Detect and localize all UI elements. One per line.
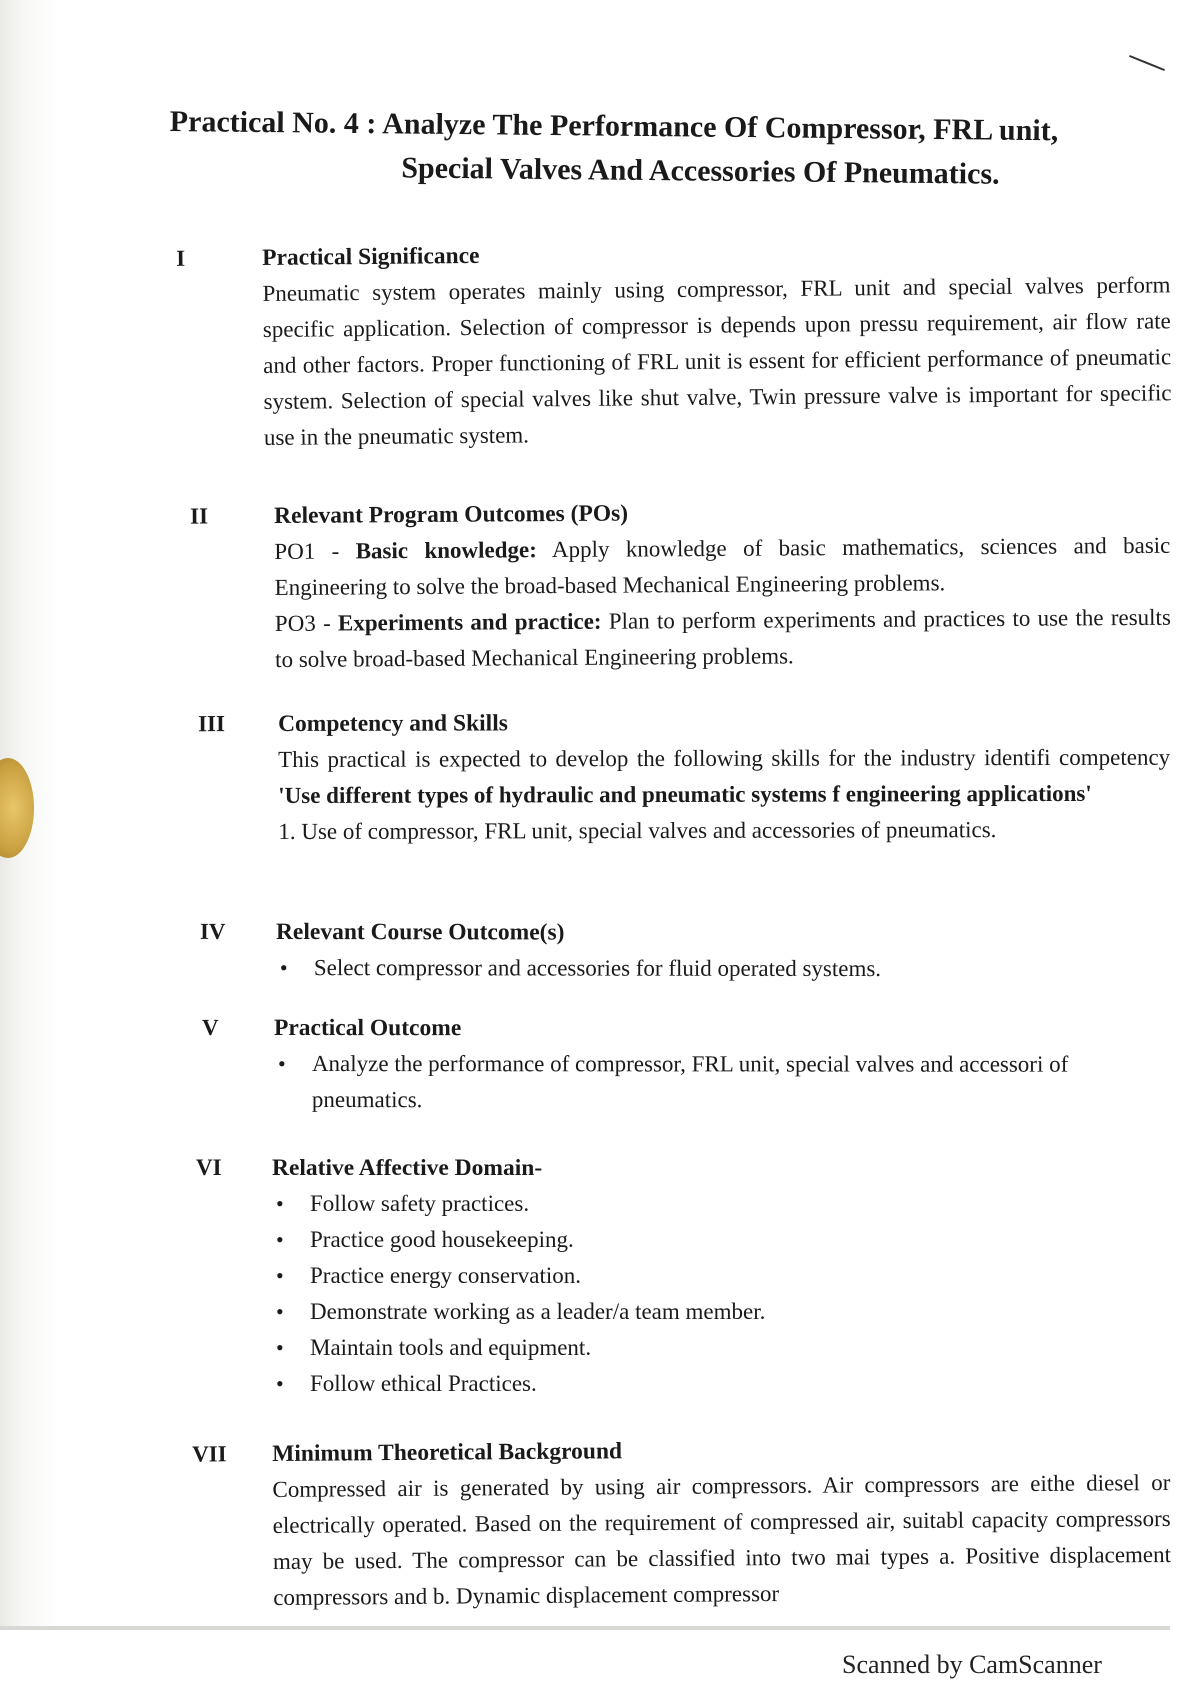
page-right-margin	[1168, 0, 1200, 1630]
list-item: • Analyze the performance of compressor, FRL unit, special valves and accessori of pneumatics.	[274, 1046, 1170, 1119]
section-paragraph: Pneumatic system operates mainly using compressor, FRL unit and special valves perform specific application. Selection of compressor is depends upon pressu requirement, air flow rate and other factors. Proper functioning of FRL unit is essent for efficient performance of pneumatic system. Selection of special valves like shut valve, Twin pressure valve is important for specific use in the pneumatic system.	[262, 272, 1172, 450]
section-number: II	[190, 503, 209, 529]
practical-outcome-list	[274, 1046, 1170, 1119]
section-number: III	[198, 711, 225, 737]
po1-label: Basic knowledge:	[355, 537, 537, 564]
section-number: V	[201, 1014, 219, 1040]
po1-code: PO1 -	[274, 538, 356, 564]
section-heading: Practical Significance	[262, 242, 480, 271]
title-line-1: Practical No. 4 : Analyze The Performance Of Compressor, FRL unit,	[169, 104, 1059, 148]
competency-text: This practical is expected to develop the following skills for the industry identifi competency	[278, 744, 1171, 772]
section-number: VII	[192, 1441, 227, 1467]
scanner-watermark: Scanned by CamScanner	[842, 1650, 1102, 1679]
section-course-outcomes	[199, 914, 1170, 988]
affective-domain-list	[272, 1186, 1170, 1402]
section-number: VI	[196, 1155, 222, 1180]
page-bottom-edge	[0, 1626, 1170, 1630]
section-affective-domain	[196, 1150, 1170, 1402]
list-item: • Follow ethical Practices.	[272, 1366, 1170, 1402]
section-heading: Relative Affective Domain-	[272, 1155, 543, 1181]
section-heading: Minimum Theoretical Background	[272, 1438, 623, 1467]
skill-item: 1. Use of compressor, FRL unit, special valves and accessories of pneumatics.	[278, 817, 997, 844]
section-number: IV	[199, 918, 226, 944]
po1-paragraph	[274, 528, 1170, 606]
list-item: • Maintain tools and equipment.	[272, 1330, 1170, 1366]
list-item: • Practice energy conservation.	[272, 1258, 1170, 1294]
section-heading: Practical Outcome	[273, 1015, 462, 1042]
section-practical-outcome	[201, 1010, 1170, 1119]
list-item: • Follow safety practices.	[272, 1186, 1170, 1222]
section-number: I	[176, 245, 186, 271]
list-item: • Practice good housekeeping.	[272, 1222, 1170, 1258]
section-competency-skills	[198, 704, 1171, 850]
po3-paragraph	[275, 600, 1171, 678]
list-item: • Select compressor and accessories for fluid operated systems.	[276, 950, 1170, 988]
po3-label: Experiments and practice:	[337, 608, 602, 636]
competency-statement: 'Use different types of hydraulic and pneumatic systems f engineering applications'	[278, 780, 1092, 808]
po3-code: PO3 -	[274, 610, 339, 636]
po1-text: Apply knowledge of basic mathematics, sciences and basic Engineering to solve the broad-based Mechanical Engineering problems.	[274, 532, 1171, 600]
title-line-2: Special Valves And Accessories Of Pneumatics.	[401, 151, 1000, 191]
section-paragraph: Compressed air is generated by using air compressors. Air compressors are eithe diesel or electrically operated. Based on the requirement of compressed air, suitabl capacity compressors may be used. The compressor can be classified into two mai types a. Positive displacement compressors and b. Dynamic displacement compressor	[272, 1469, 1172, 1610]
competency-paragraph	[278, 740, 1170, 814]
course-outcome-list	[276, 950, 1170, 988]
section-program-outcomes	[190, 492, 1171, 678]
section-heading: Relevant Program Outcomes (POs)	[274, 500, 629, 529]
section-heading: Competency and Skills	[278, 710, 508, 737]
list-item: • Demonstrate working as a leader/a team member.	[272, 1294, 1170, 1330]
section-practical-significance	[176, 231, 1172, 456]
po3-text: Plan to perform experiments and practices to use the results to solve broad-based Mechanical Engineering problems.	[275, 604, 1171, 672]
page-title	[169, 100, 1130, 198]
section-heading: Relevant Course Outcome(s)	[275, 919, 565, 946]
section-theoretical-background	[192, 1429, 1172, 1616]
